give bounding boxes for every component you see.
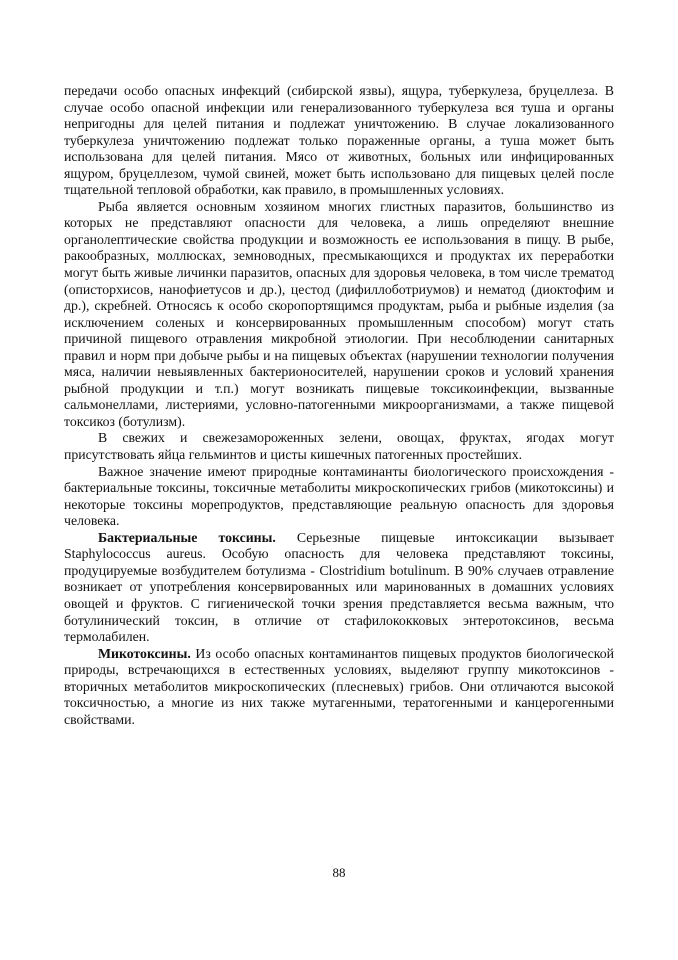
paragraph-text: В свежих и свежезамороженных зелени, овощах, фруктах, ягодах могут присутствовать яйца гельминтов и цисты кишечных патогенных простейших. [64,430,614,463]
paragraph-fish-parasites [64,199,614,431]
paragraph-lead-heading: Микотоксины. [98,645,191,661]
paragraph-meat-infections [64,83,614,199]
paragraph-natural-contaminants [64,464,614,530]
page-number: 88 [332,865,346,880]
paragraph-lead-heading: Бактериальные токсины. [98,529,276,545]
paragraph-mycotoxins [64,646,614,729]
paragraph-text: Из особо опасных контаминантов пищевых продуктов биологической природы, встречающихся в естественных условиях, выделяют группу микотоксинов - вторичных метаболитов микроскопических (плесневых) грибов. Они отличаются высокой токсичностью, а многие из них также мутагенными, тератогенными и канцерогенными свойствами. [64,645,614,727]
page-body [64,83,614,728]
paragraph-text: Важное значение имеют природные контаминанты биологического происхождения - бактериальные токсины, токсичные метаболиты микроскопических грибов (микотоксины) и некоторые токсины морепродуктов, представляющие реальную опасность для здоровья человека. [64,463,614,529]
paragraph-greens-vegetables [64,430,614,463]
paragraph-text: передачи особо опасных инфекций (сибирской язвы), ящура, туберкулеза, бруцеллеза. В случае особо опасной инфекции или генерализованного туберкулеза вся туша и органы непригодны для целей питания и подлежат уничтожению. В случае локализованного туберкулеза уничтожению подлежат только пораженные органы, а туша может быть использована для целей питания. Мясо от животных, больных или инфицированных ящуром, бруцеллезом, чумой свиней, может быть использовано для пищевых целей после тщательной тепловой обработки, как правило, в промышленных условиях. [64,83,614,198]
paragraph-text: Серьезные пищевые интоксикации вызывает Staphylococcus aureus. Особую опасность для человека представляют токсины, продуцируемые возбудителем ботулизма - Clostridium botulinum. В 90% случаев отравление возникает от употребления консервированных или маринованных в домашних условиях овощей и фруктов. С гигиенической точки зрения представляется весьма важным, что ботулинический токсин, в отличие от стафилококковых энтеротоксинов, весьма термолабилен. [64,529,614,645]
paragraph-text: Рыба является основным хозяином многих глистных паразитов, большинство из которых не представляют опасности для человека, а лишь определяют внешние органолептические свойства продукции и возможность ее использования в пищу. В рыбе, ракообразных, моллюсках, земноводных, пресмыкающихся и продуктах их переработки могут быть живые личинки паразитов, опасных для здоровья человека, в том числе трематод (описторхисов, нанофиетусов и др.), цестод (дифиллоботриумов) и нематод (диоктофим и др.), скребней. Относясь к особо скоропортящимся продуктам, рыба и рыбные изделия (за исключением соленых и консервированных промышленным способом) могут стать причиной пищевого отравления микробной этиологии. При несоблюдении санитарных правил и норм при добыче рыбы и на пищевых объектах (нарушении технологии получения мяса, наличии невыявленных бактерионосителей, нарушении сроков и условий хранения рыбной продукции и т.п.) могут возникать пищевые токсикоинфекции, вызванные сальмонеллами, листериями, условно-патогенными микроорганизмами, а также пищевой токсикоз (ботулизм). [64,198,614,429]
paragraph-bacterial-toxins [64,530,614,646]
